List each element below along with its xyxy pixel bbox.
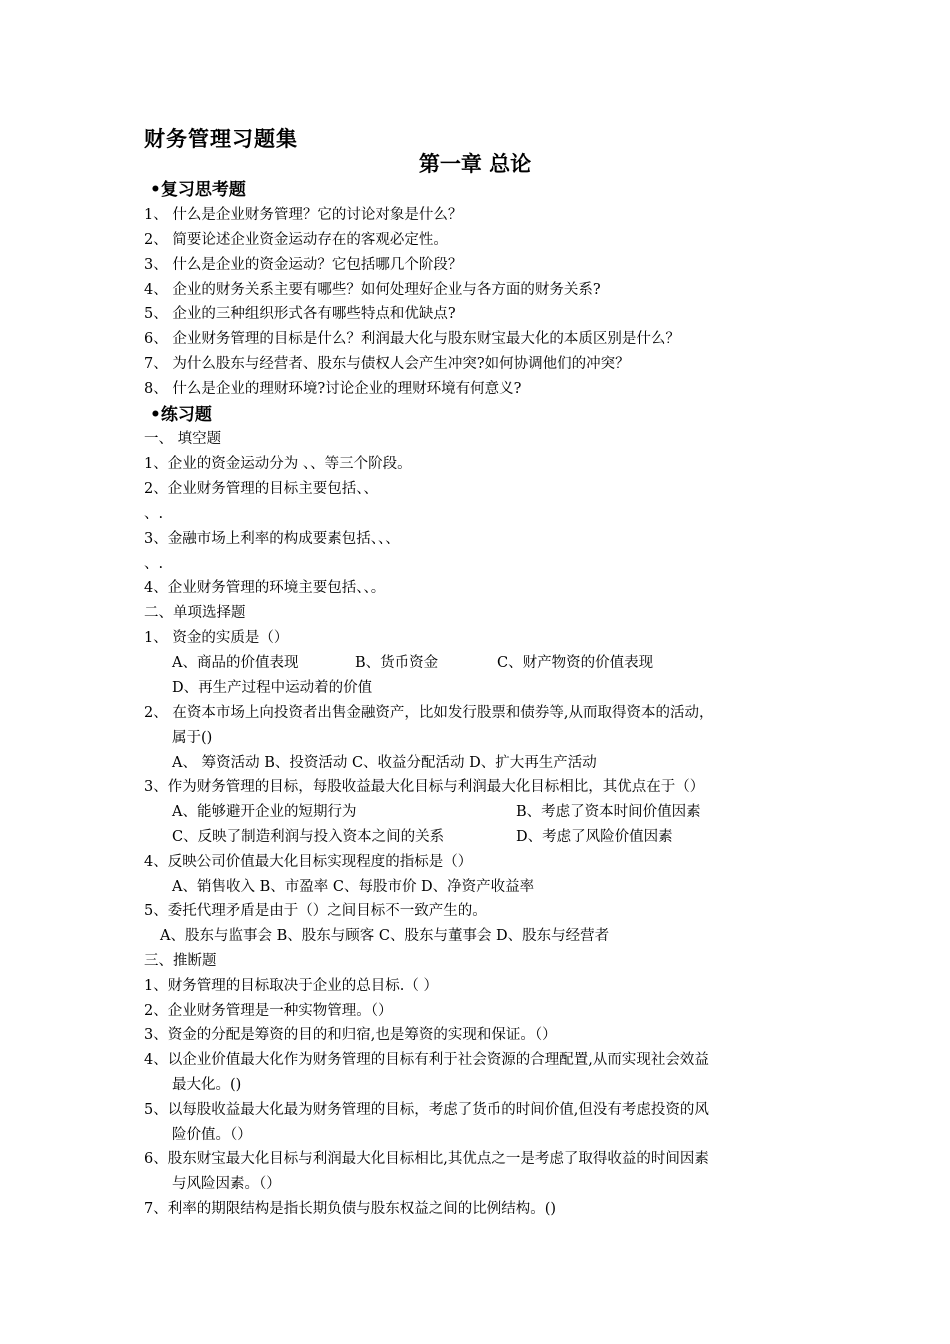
option-a: A、能够避开企业的短期行为 <box>172 804 357 820</box>
review-question: 2、 简要论述企业资金运动存在的客观必定性。 <box>144 232 448 248</box>
single-choice-question: 1、 资金的实质是（） <box>144 630 289 646</box>
review-question: 1、 什么是企业财务管理？它的讨论对象是什么？ <box>144 207 463 223</box>
single-choice-question: 3、作为财务管理的目标，每股收益最大化目标与利润最大化目标相比，其优点在于（） <box>144 779 705 795</box>
options-line: A、股东与监事会 B、股东与顾客 C、股东与董事会 D、股东与经营者 <box>160 928 610 944</box>
option-c: C、财产物资的价值表现 <box>497 655 654 671</box>
review-question: 5、 企业的三种组织形式各有哪些特点和优缺点? <box>144 306 456 322</box>
judge-question: 3、资金的分配是筹资的目的和归宿,也是筹资的实现和保证。（） <box>144 1027 557 1043</box>
judge-question: 5、以每股收益最大化最为财务管理的目标，考虑了货币的时间价值,但没有考虑投资的风 <box>144 1102 709 1118</box>
practice-heading: •练习题 <box>150 405 212 425</box>
review-heading: •复习思考题 <box>150 180 246 200</box>
option-d: D、考虑了风险价值因素 <box>516 829 673 845</box>
options-line: A、 筹资活动 B、投资活动 C、收益分配活动 D、扩大再生产活动 <box>172 755 597 771</box>
review-question: 4、 企业的财务关系主要有哪些？如何处理好企业与各方面的财务关系? <box>144 282 601 298</box>
option-b: B、货币资金 <box>355 655 439 671</box>
fill-question-continued: 、. <box>144 506 164 522</box>
judge-heading: 三、推断题 <box>144 953 217 969</box>
fill-question: 2、企业财务管理的目标主要包括、、 <box>144 481 378 497</box>
judge-question: 7、利率的期限结构是指长期负债与股东权益之间的比例结构。() <box>144 1201 557 1217</box>
document-title: 财务管理习题集 <box>144 127 298 151</box>
single-choice-heading: 二、单项选择题 <box>144 605 246 621</box>
single-choice-question: 5、委托代理矛盾是由于（）之间目标不一致产生的。 <box>144 903 487 919</box>
single-choice-question: 2、 在资本市场上向投资者出售金融资产，比如发行股票和债券等,从而取得资本的活动， <box>144 705 714 721</box>
review-question: 8、 什么是企业的理财环境?讨论企业的理财环境有何意义? <box>144 381 522 397</box>
chapter-title: 第一章 总论 <box>418 152 532 176</box>
question-continued: 与风险因素。（） <box>172 1176 281 1192</box>
question-continued: 属于() <box>172 730 213 746</box>
review-question: 6、 企业财务管理的目标是什么？利润最大化与股东财宝最大化的本质区别是什么？ <box>144 331 680 347</box>
question-continued: 最大化。() <box>172 1077 242 1093</box>
single-choice-question: 4、反映公司价值最大化目标实现程度的指标是（） <box>144 854 473 870</box>
fill-question: 3、金融市场上利率的构成要素包括、、、 <box>144 531 400 547</box>
judge-question: 2、企业财务管理是一种实物管理。（） <box>144 1003 393 1019</box>
options-line: A、销售收入 B、市盈率 C、每股市价 D、净资产收益率 <box>172 879 535 895</box>
option-b: B、考虑了资本时间价值因素 <box>516 804 701 820</box>
review-question: 3、 什么是企业的资金运动？它包括哪几个阶段？ <box>144 257 463 273</box>
fill-question: 1、企业的资金运动分为 、、等三个阶段。 <box>144 456 412 472</box>
review-question: 7、 为什么股东与经营者、股东与债权人会产生冲突?如何协调他们的冲突？ <box>144 356 630 372</box>
fill-heading: 一、 填空题 <box>144 431 222 447</box>
option-a: A、商品的价值表现 <box>172 655 299 671</box>
question-continued: 险价值。（） <box>172 1127 252 1143</box>
fill-question: 4、企业财务管理的环境主要包括、、。 <box>144 580 386 596</box>
judge-question: 4、以企业价值最大化作为财务管理的目标有利于社会资源的合理配置,从而实现社会效益 <box>144 1052 709 1068</box>
judge-question: 6、股东财宝最大化目标与利润最大化目标相比,其优点之一是考虑了取得收益的时间因素 <box>144 1151 709 1167</box>
judge-question: 1、财务管理的目标取决于企业的总目标.（ ） <box>144 978 438 994</box>
fill-question-continued: 、. <box>144 556 164 572</box>
option-d: D、再生产过程中运动着的价值 <box>172 680 373 696</box>
option-c: C、反映了制造利润与投入资本之间的关系 <box>172 829 445 845</box>
